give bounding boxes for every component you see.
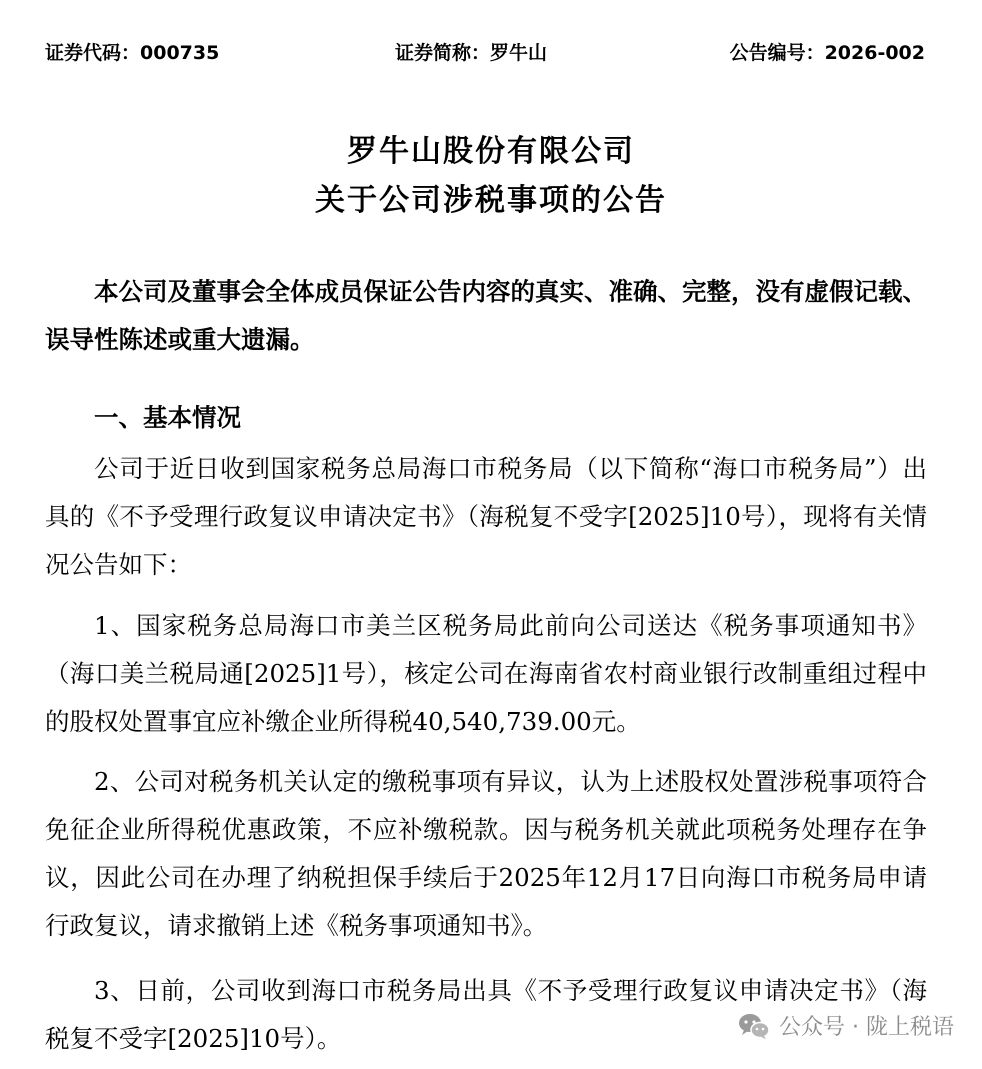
section-heading: 一、基本情况 (94, 403, 241, 432)
security-code: 证券代码：000735 (45, 42, 220, 64)
notice-title: 关于公司涉税事项的公告 (315, 183, 667, 218)
wechat-watermark (737, 1010, 954, 1041)
item-2-paragraph: 2、公司对税务机关认定的缴税事项有异议，认为上述股权处置涉税事项符合免征企业所得税优惠政策，不应补缴税款。因与税务机关就此项税务处理存在争议，因此公司在办理了纳税担保手续后于2025年12月17日向海口市税务局申请行政复议，请求撤销上述《税务事项通知书》。 (45, 767, 927, 940)
wechat-icon (737, 1012, 771, 1040)
document-header (45, 38, 925, 70)
company-title: 罗牛山股份有限公司 (347, 134, 635, 169)
notice-number: 公告编号：2026-002 (729, 42, 925, 64)
watermark-text: 公众号 · 陇上税语 (779, 1015, 954, 1040)
intro-paragraph: 公司于近日收到国家税务总局海口市税务局（以下简称“海口市税务局”）出具的《不予受理行政复议申请决定书》（海税复不受字[2025]10号），现将有关情况公告如下： (45, 454, 927, 579)
security-short-name: 证券简称：罗牛山 (395, 42, 548, 64)
item-1-paragraph: 1、国家税务总局海口市美兰区税务局此前向公司送达《税务事项通知书》（海口美兰税局通[2025]1号），核定公司在海南省农村商业银行改制重组过程中的股权处置事宜应补缴企业所得税40,540,739.00元。 (45, 611, 927, 736)
item-3-paragraph: 3、日前，公司收到海口市税务局出具《不予受理行政复议申请决定书》（海税复不受字[2025]10号）。 (45, 976, 927, 1053)
board-statement: 本公司及董事会全体成员保证公告内容的真实、准确、完整，没有虚假记载、误导性陈述或重大遗漏。 (45, 277, 927, 354)
